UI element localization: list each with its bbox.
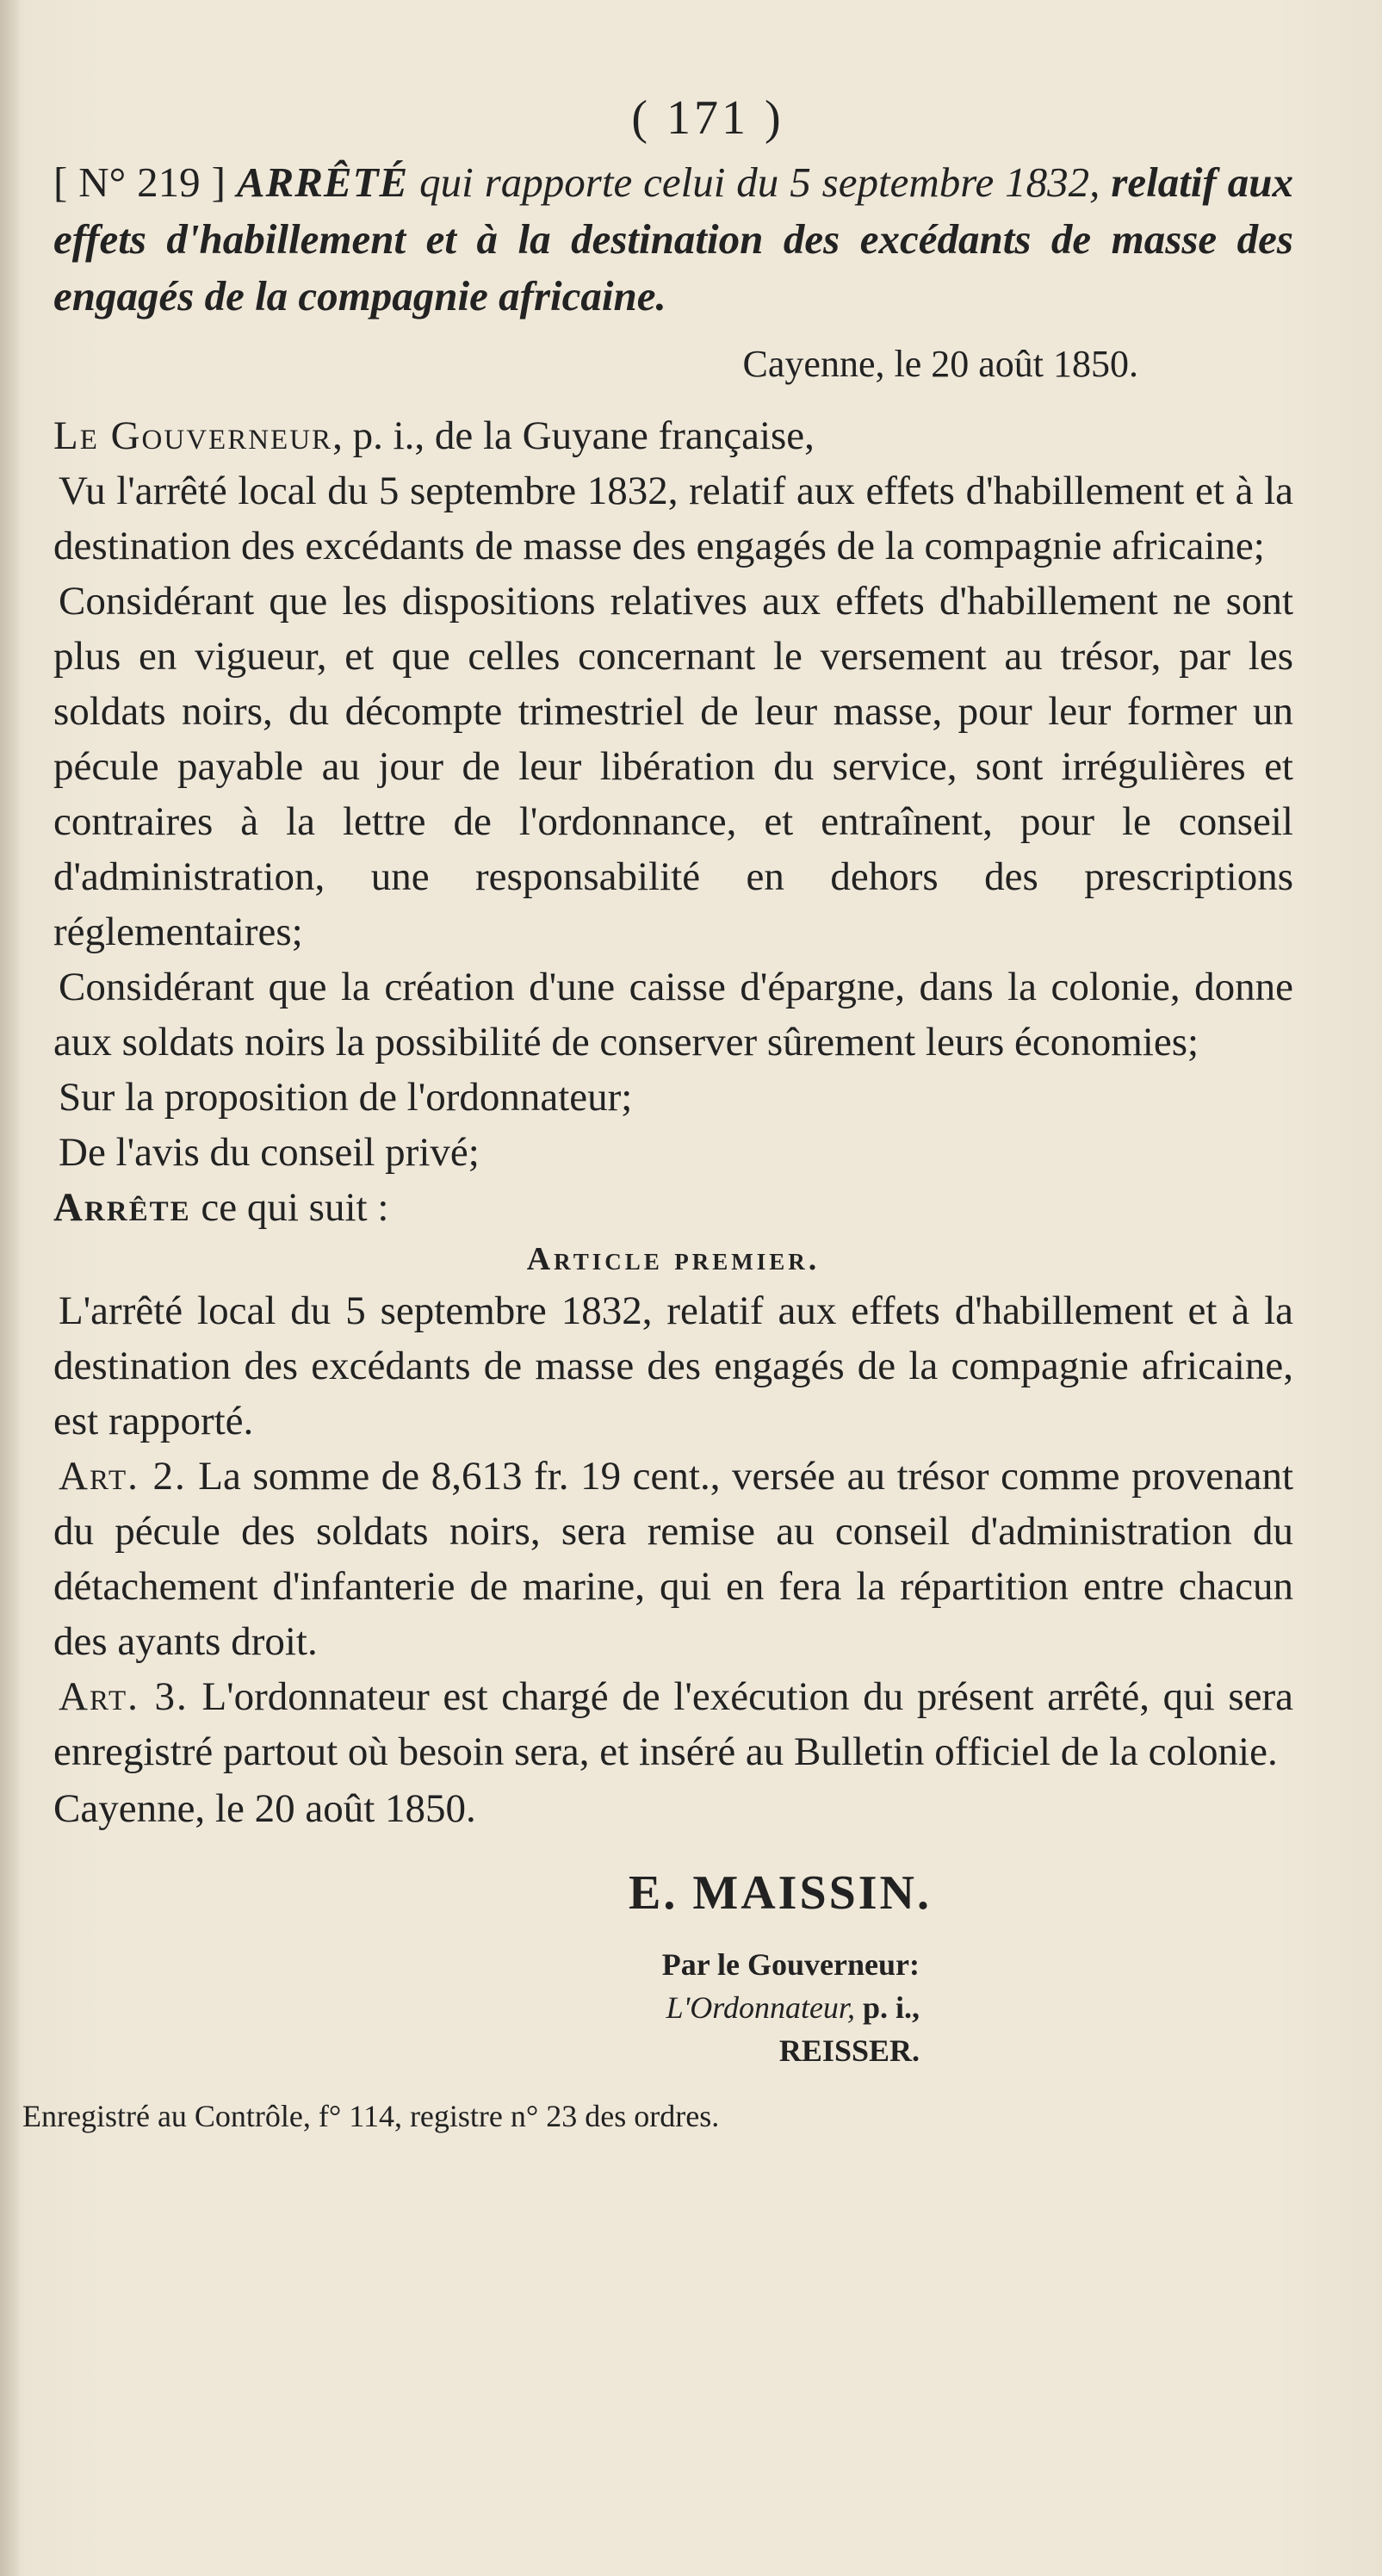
- countersig-line1: Par le Gouverneur:: [661, 1947, 920, 1982]
- article-2: [53, 1449, 1293, 1669]
- article-1: L'arrêté local du 5 septembre 1832, relatif aux effets d'habillement et à la destination des excédants de masse des engagés de la compagnie africaine, est rapporté.: [53, 1288, 1293, 1443]
- decree-title: ARRÊTÉ: [236, 158, 409, 206]
- intro-line: [53, 408, 1293, 463]
- gouverneur-label: Le Gouverneur: [53, 413, 333, 458]
- article-2-label: Art. 2.: [59, 1454, 187, 1499]
- decree-subtitle: qui rapporte celui du 5 septembre 1832,: [419, 158, 1100, 206]
- decree-heading: [53, 154, 1293, 325]
- paragraph-proposition: Sur la proposition de l'ordonnateur;: [59, 1075, 633, 1120]
- decree-subject: relatif aux effets d'habillement et à la destination des excédants de masse des engagés de la compagnie africaine.: [53, 158, 1294, 320]
- page-number: ( 171 ): [631, 91, 784, 145]
- arrete-rest: ce qui suit :: [190, 1185, 389, 1230]
- paragraph-considerant-1: Considérant que les dispositions relatives aux effets d'habillement ne sont plus en vigueur, et que celles concernant le versement au trésor, par les soldats noirs, du décompte trimestriel de leur masse, pour leur former un pécule payable au jour de leur libération du service, sont irrégulières et contraires à la lettre de l'ordonnance, et entraînent, pour le conseil d'administration, une responsabilité en dehors des prescriptions réglementaires;: [53, 579, 1293, 954]
- registry-note: Enregistré au Contrôle, f° 114, registre n° 23 des ordres.: [22, 2099, 720, 2133]
- paragraph-considerant-2: Considérant que la création d'une caisse d'épargne, dans la colonie, donne aux soldats noirs la possibilité de conserver sûrement leurs économies;: [53, 965, 1293, 1065]
- article-3-label: Art. 3.: [59, 1674, 189, 1719]
- countersig-name: REISSER.: [778, 2033, 920, 2068]
- page-gutter: [0, 0, 19, 2576]
- countersig-role: L'Ordonnateur,: [666, 1990, 855, 2025]
- gouverneur-rest: , p. i., de la Guyane française,: [332, 413, 815, 458]
- arrete-label: Arrête: [53, 1185, 191, 1230]
- decree-number: [ N° 219 ]: [53, 158, 226, 206]
- article-3: [53, 1669, 1293, 1779]
- document-body: [22, 90, 1294, 2134]
- article-title: Article premier.: [526, 1241, 821, 1277]
- signature: E. MAISSIN.: [629, 1866, 932, 1920]
- dateline: Cayenne, le 20 août 1850.: [742, 343, 1138, 385]
- paragraph-avis: De l'avis du conseil privé;: [59, 1130, 480, 1175]
- arrete-line: [53, 1180, 1293, 1235]
- paragraph-vu: Vu l'arrêté local du 5 septembre 1832, relatif aux effets d'habillement et à la destination des excédants de masse des engagés de la compagnie africaine;: [53, 469, 1293, 568]
- article-3-text: L'ordonnateur est chargé de l'exécution du présent arrêté, qui sera enregistré partout où besoin sera, et inséré au Bulletin officiel de la colonie.: [53, 1674, 1293, 1774]
- countersignature: [53, 1943, 1293, 2072]
- countersig-role-suffix: p. i.,: [854, 1990, 920, 2025]
- countersig-role-line: [53, 1986, 920, 2029]
- article-2-text: La somme de 8,613 fr. 19 cent., versée au trésor comme provenant du pécule des soldats noirs, sera remise au conseil d'administration du détachement d'infanterie de marine, qui en fera la répartition entre chacun des ayants droit.: [53, 1454, 1293, 1664]
- closing-date: Cayenne, le 20 août 1850.: [53, 1786, 476, 1831]
